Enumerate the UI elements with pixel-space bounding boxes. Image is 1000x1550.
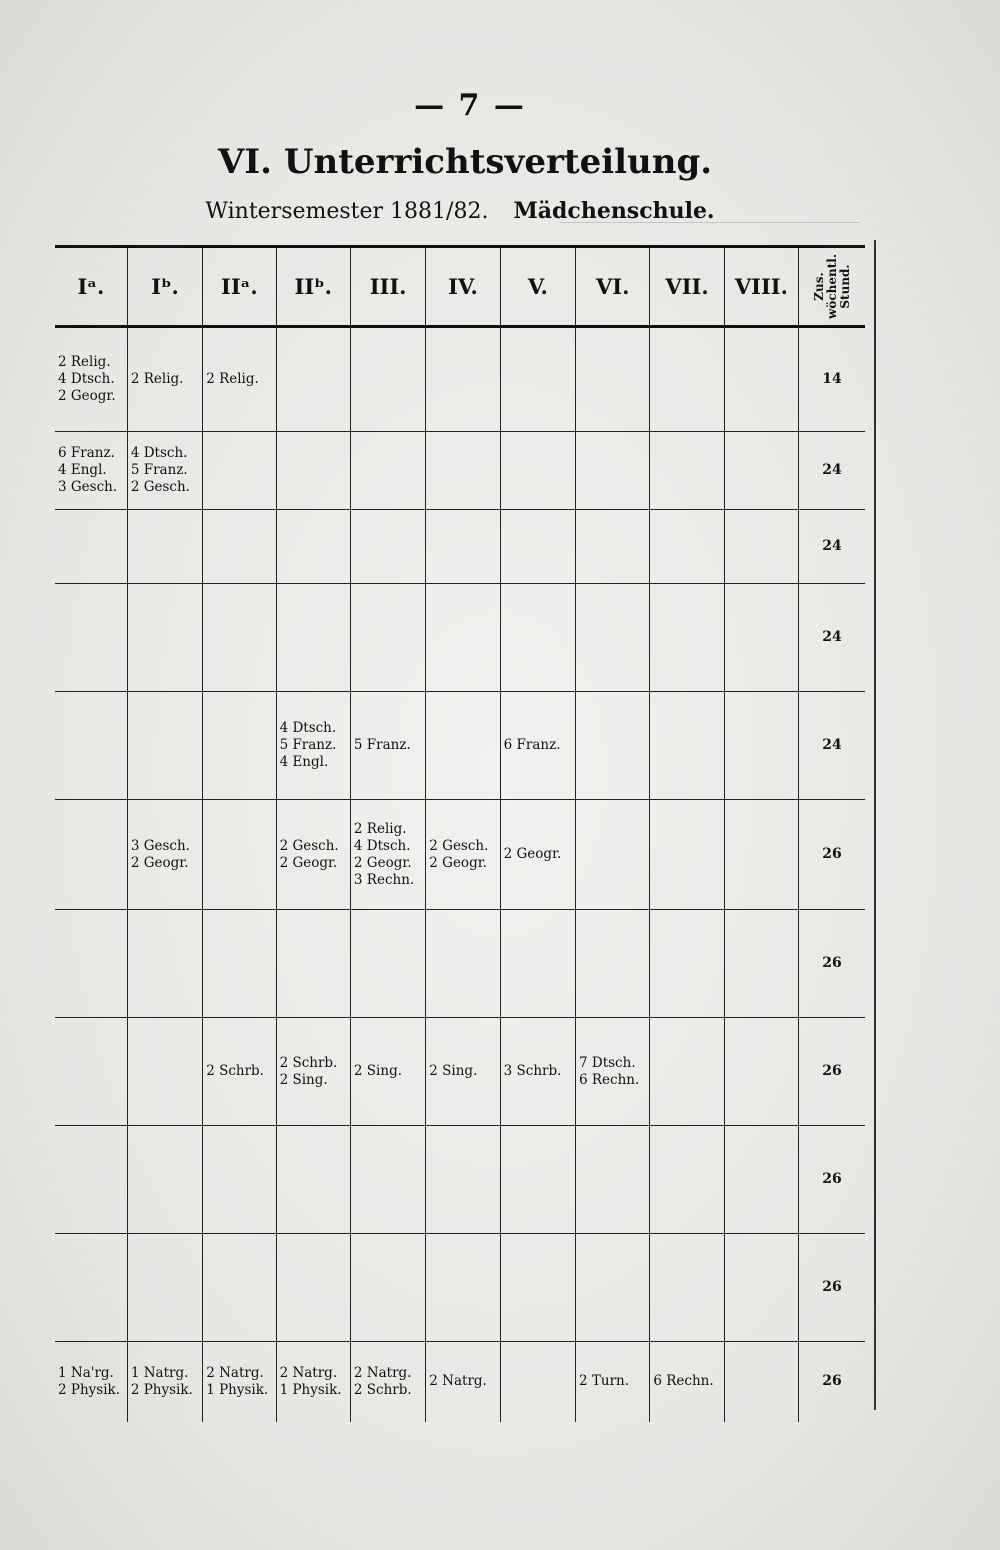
cell-entry: 5 Franz. — [279, 737, 337, 753]
table-cell — [724, 584, 798, 692]
table-cell — [500, 584, 575, 692]
column-header: VI. — [576, 247, 650, 327]
page-number: — 7 — — [414, 88, 526, 123]
cell-entry: 2 Natrg. — [429, 1373, 487, 1390]
table-cell — [203, 1018, 276, 1126]
table-cell — [650, 1126, 724, 1234]
table-row — [55, 692, 865, 800]
table-cell — [127, 1342, 202, 1422]
cell-entry: 2 Geogr. — [58, 388, 116, 404]
cell-entry: 3 Rechn. — [353, 871, 415, 888]
cell-entry: 5 Franz. — [353, 737, 411, 753]
table-cell — [276, 910, 350, 1018]
table-cell — [350, 327, 425, 432]
table-cell — [127, 327, 202, 432]
table-cell — [724, 1342, 798, 1422]
table-cell — [127, 910, 202, 1018]
table-cell — [350, 800, 425, 910]
row-total-hours: 24 — [799, 692, 865, 800]
column-header-total-hours — [799, 247, 865, 327]
table-cell — [724, 327, 798, 432]
row-total-hours: 26 — [799, 800, 865, 910]
cell-entry: 3 Schrb. — [503, 1063, 562, 1079]
table-cell — [55, 910, 127, 1018]
school-label: Mädchenschule. — [513, 198, 715, 224]
cell-entry: 2 Geogr. — [503, 846, 562, 862]
page-title: VI. Unterrichtsverteilung. — [217, 142, 713, 182]
table-cell — [500, 692, 575, 800]
table-cell — [55, 1126, 127, 1234]
row-total-hours: 26 — [799, 910, 865, 1018]
table-cell — [127, 692, 202, 800]
table-cell — [724, 1126, 798, 1234]
table-cell — [203, 1126, 276, 1234]
table-cell — [350, 584, 425, 692]
table-cell — [203, 432, 276, 510]
table-cell — [576, 1126, 650, 1234]
table-row — [55, 1126, 865, 1234]
table-cell — [203, 510, 276, 584]
cell-entry: 4 Dtsch. — [353, 837, 411, 854]
table-cell — [576, 800, 650, 910]
table-cell — [276, 1126, 350, 1234]
table-cell — [55, 327, 127, 432]
table-cell — [55, 692, 127, 800]
table-cell — [350, 1126, 425, 1234]
table-cell — [724, 510, 798, 584]
table-cell — [500, 800, 575, 910]
table-cell — [576, 1342, 650, 1422]
cell-entry: 7 Dtsch. — [579, 1054, 636, 1071]
table-cell — [426, 1234, 500, 1342]
table-cell — [500, 910, 575, 1018]
table-cell — [500, 1342, 575, 1422]
table-row — [55, 1018, 865, 1126]
table-cell — [426, 1342, 500, 1422]
table-cell — [650, 910, 724, 1018]
cell-entry: 3 Gesch. — [130, 837, 190, 854]
total-hours-label-line: Stund. — [837, 264, 852, 309]
table-cell — [426, 910, 500, 1018]
table-cell — [650, 584, 724, 692]
table-cell — [276, 1342, 350, 1422]
table-cell — [276, 1234, 350, 1342]
subtitle — [0, 198, 920, 224]
table-cell — [350, 1018, 425, 1126]
table-cell — [500, 327, 575, 432]
cell-entry: 5 Franz. — [130, 462, 188, 478]
table-cell — [650, 510, 724, 584]
table-cell — [650, 432, 724, 510]
column-header: IIᵃ. — [203, 247, 276, 327]
table-cell — [650, 1234, 724, 1342]
table-cell — [426, 432, 500, 510]
table-cell — [650, 800, 724, 910]
table-cell — [350, 692, 425, 800]
table-cell — [500, 1018, 575, 1126]
table-cell — [426, 584, 500, 692]
table-row — [55, 1234, 865, 1342]
table-cell — [724, 1018, 798, 1126]
table-cell — [724, 432, 798, 510]
cell-entry: 2 Natrg. — [206, 1364, 264, 1381]
schedule-table — [55, 245, 865, 1422]
semester-label: Wintersemester 1881/82. — [205, 199, 489, 224]
table-cell — [650, 1018, 724, 1126]
table-cell — [350, 1234, 425, 1342]
cell-entry: 6 Rechn. — [653, 1373, 714, 1390]
table-row — [55, 910, 865, 1018]
table-cell — [576, 1234, 650, 1342]
cell-entry: 2 Natrg. — [353, 1364, 412, 1381]
cell-entry: 2 Geogr. — [429, 854, 487, 871]
table-cell — [276, 800, 350, 910]
table-cell — [55, 584, 127, 692]
table-cell — [203, 910, 276, 1018]
column-header: Iᵃ. — [77, 274, 105, 299]
table-cell — [276, 510, 350, 584]
table-cell — [576, 327, 650, 432]
total-hours-label-line: wöchentl. — [824, 253, 839, 320]
table-cell — [500, 1126, 575, 1234]
table-cell — [724, 1234, 798, 1342]
table-cell — [203, 692, 276, 800]
total-hours-label-line: Zus. — [811, 272, 826, 301]
table-cell — [650, 327, 724, 432]
row-total-hours: 26 — [799, 1018, 865, 1126]
cell-entry: 6 Rechn. — [579, 1071, 640, 1088]
table-cell — [55, 1234, 127, 1342]
table-row — [55, 1342, 865, 1422]
column-header: IIᵇ. — [276, 247, 350, 327]
table-cell — [576, 910, 650, 1018]
cell-entry: 1 Natrg. — [130, 1364, 189, 1381]
cell-entry: 2 Schrb. — [279, 1054, 338, 1071]
cell-entry: 2 Sing. — [279, 1071, 328, 1088]
row-total-hours: 26 — [799, 1126, 865, 1234]
table-cell — [55, 510, 127, 584]
table-cell — [203, 800, 276, 910]
table-body — [55, 327, 865, 1422]
cell-entry: 2 Sing. — [429, 1063, 478, 1079]
table-cell — [55, 1018, 127, 1126]
table-cell — [576, 584, 650, 692]
table-row — [55, 327, 865, 432]
table-cell — [500, 1234, 575, 1342]
row-total-hours: 24 — [799, 510, 865, 584]
table-cell — [350, 432, 425, 510]
table-cell — [276, 432, 350, 510]
table-cell — [276, 327, 350, 432]
table-cell — [650, 692, 724, 800]
cell-entry: 2 Relig. — [130, 371, 184, 387]
cell-entry: 4 Dtsch. — [130, 445, 188, 461]
cell-entry: 4 Engl. — [279, 754, 329, 770]
cell-entry: 2 Relig. — [58, 354, 111, 370]
cell-entry: 4 Dtsch. — [279, 720, 337, 736]
cell-entry: 2 Physik. — [130, 1381, 193, 1398]
table-cell — [55, 432, 127, 510]
total-hours-label — [813, 254, 852, 319]
table-row — [55, 584, 865, 692]
cell-entry: 4 Engl. — [58, 462, 107, 478]
bleed-through-rule — [560, 222, 860, 233]
table-cell — [350, 1342, 425, 1422]
cell-entry: 1 Physik. — [206, 1381, 269, 1398]
cell-entry: 2 Physik. — [58, 1381, 121, 1398]
table-cell — [500, 432, 575, 510]
table-cell — [127, 1018, 202, 1126]
cell-entry: 1 Na'rg. — [58, 1364, 114, 1381]
cell-entry: 2 Schrb. — [206, 1063, 264, 1079]
row-total-hours: 26 — [799, 1234, 865, 1342]
table-cell — [576, 1018, 650, 1126]
table-cell — [350, 910, 425, 1018]
cell-entry: 2 Gesch. — [279, 837, 339, 854]
table-cell — [576, 432, 650, 510]
table-cell — [724, 800, 798, 910]
row-total-hours: 26 — [799, 1342, 865, 1422]
table-cell — [127, 1234, 202, 1342]
cell-entry: 6 Franz. — [58, 445, 115, 461]
cell-entry: 3 Gesch. — [58, 479, 118, 495]
table-row — [55, 510, 865, 584]
cell-entry: 2 Schrb. — [353, 1381, 412, 1398]
table-cell — [127, 800, 202, 910]
table-cell — [276, 1018, 350, 1126]
table-cell — [650, 1342, 724, 1422]
table-row — [55, 432, 865, 510]
column-header: Iᵇ. — [127, 247, 202, 327]
table-cell — [500, 510, 575, 584]
column-header: VIII. — [724, 247, 798, 327]
cell-entry: 2 Gesch. — [429, 837, 489, 854]
column-header: V. — [500, 247, 575, 327]
cell-entry: 2 Geogr. — [353, 854, 412, 871]
table-cell — [276, 584, 350, 692]
table-cell — [203, 1234, 276, 1342]
table-cell — [127, 1126, 202, 1234]
table-cell — [724, 910, 798, 1018]
table-cell — [426, 327, 500, 432]
cell-entry: 2 Relig. — [206, 371, 259, 387]
table-cell — [576, 692, 650, 800]
cell-entry: 2 Geogr. — [130, 854, 189, 871]
row-total-hours: 24 — [799, 584, 865, 692]
table-cell — [426, 692, 500, 800]
column-header: VII. — [650, 247, 724, 327]
cell-entry: 2 Geogr. — [279, 854, 338, 871]
cell-entry: 2 Relig. — [353, 820, 407, 837]
table-cell — [350, 510, 425, 584]
table-cell — [55, 1342, 127, 1422]
table-cell — [276, 692, 350, 800]
table-cell — [127, 432, 202, 510]
column-header: III. — [350, 247, 425, 327]
table-cell — [203, 1342, 276, 1422]
table-cell — [426, 1126, 500, 1234]
table-cell — [127, 510, 202, 584]
cell-entry: 2 Natrg. — [279, 1364, 338, 1381]
cell-entry: 1 Physik. — [279, 1381, 342, 1398]
table-cell — [426, 510, 500, 584]
table-cell — [127, 584, 202, 692]
cell-entry: 2 Sing. — [353, 1063, 402, 1079]
table-cell — [576, 510, 650, 584]
cell-entry: 4 Dtsch. — [58, 371, 115, 387]
table-cell — [203, 584, 276, 692]
table-row — [55, 800, 865, 910]
table-cell — [426, 800, 500, 910]
cell-entry: 6 Franz. — [503, 737, 561, 753]
table-right-rule — [874, 240, 876, 1410]
table-cell — [203, 327, 276, 432]
cell-entry: 2 Gesch. — [130, 479, 190, 495]
cell-entry: 2 Turn. — [579, 1373, 630, 1390]
row-total-hours: 24 — [799, 432, 865, 510]
table-cell — [55, 800, 127, 910]
header-row — [55, 247, 865, 327]
row-total-hours: 14 — [799, 327, 865, 432]
table-cell — [426, 1018, 500, 1126]
column-header: IV. — [426, 247, 500, 327]
table-cell — [724, 692, 798, 800]
